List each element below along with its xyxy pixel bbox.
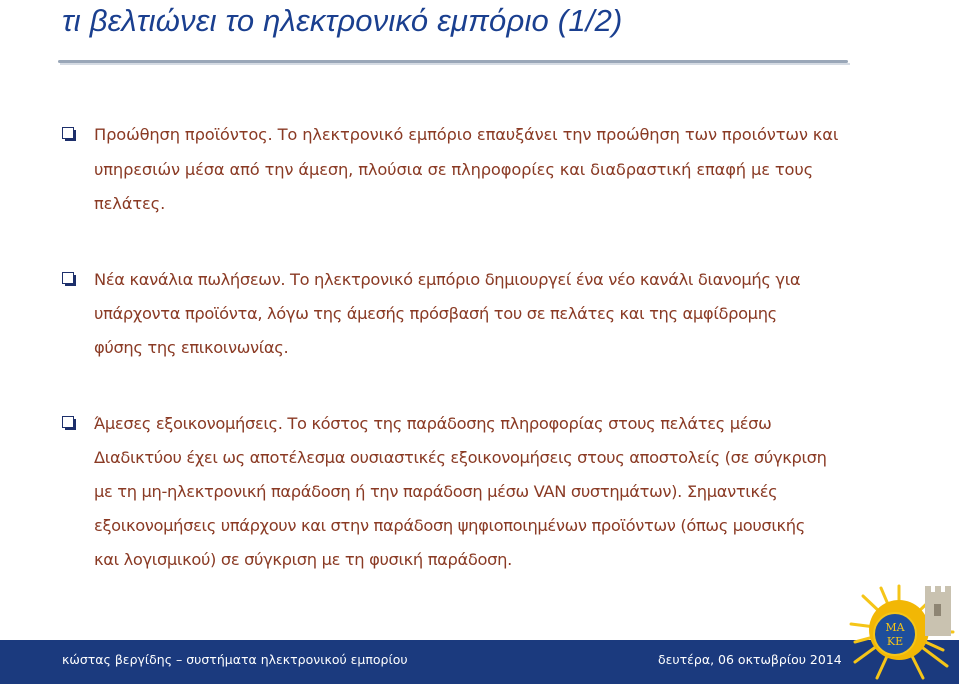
bullet-text: Νέα κανάλια πωλήσεων. Το ηλεκτρονικό εμπόριο δημιουργεί ένα νέο κανάλι διανομής για υπάρχοντα προϊόντα, λόγω της άμεσής πρόσβασή του σε πελάτες και της αμφίδρομης φύσης της επικοινωνίας. (94, 270, 801, 357)
shield-icon (874, 613, 916, 655)
checkbox-icon (62, 272, 74, 284)
slide-title: τι βελτιώνει το ηλεκτρονικό εμπόριο (1/2) (62, 3, 623, 38)
logo-text-line2: ΚΕ (886, 635, 904, 648)
tower-icon (925, 586, 951, 636)
checkbox-icon (62, 127, 74, 139)
bullet-text: Προώθηση προϊόντος. Το ηλεκτρονικό εμπόριο επαυξάνει την προώθηση των προιόντων και υπηρεσιών μέσα από την άμεση, πλούσια σε πληροφορίες και διαδραστική επαφή με τους πελάτες. (94, 125, 839, 213)
footer-date: δευτέρα, 06 οκτωβρίου 2014 (658, 652, 842, 667)
logo-text-line1: ΜΑ (885, 621, 905, 634)
checkbox-icon (62, 416, 74, 428)
footer-author: κώστας βεργίδης – συστήματα ηλεκτρονικού εμπορίου (62, 652, 408, 667)
bullet-text: Άμεσες εξοικονομήσεις. Το κόστος της παράδοσης πληροφορίας στους πελάτες μέσω Διαδικτύου έχει ως αποτέλεσμα ουσιαστικές εξοικονομήσεις στους αποστολείς (σε σύγκριση με τη μη-ηλεκτρονική παράδοση ή την παράδοση μέσω VAN συστημάτων). Σημαντικές εξοικονομήσεις υπάρχουν και στην παράδοση ψηφιοποιημένων προϊόντων (όπως μουσικής και λογισμικού) σε σύγκριση με τη φυσική παράδοση. (94, 414, 827, 569)
title-divider-shadow (60, 63, 850, 65)
university-logo-icon (843, 578, 959, 682)
